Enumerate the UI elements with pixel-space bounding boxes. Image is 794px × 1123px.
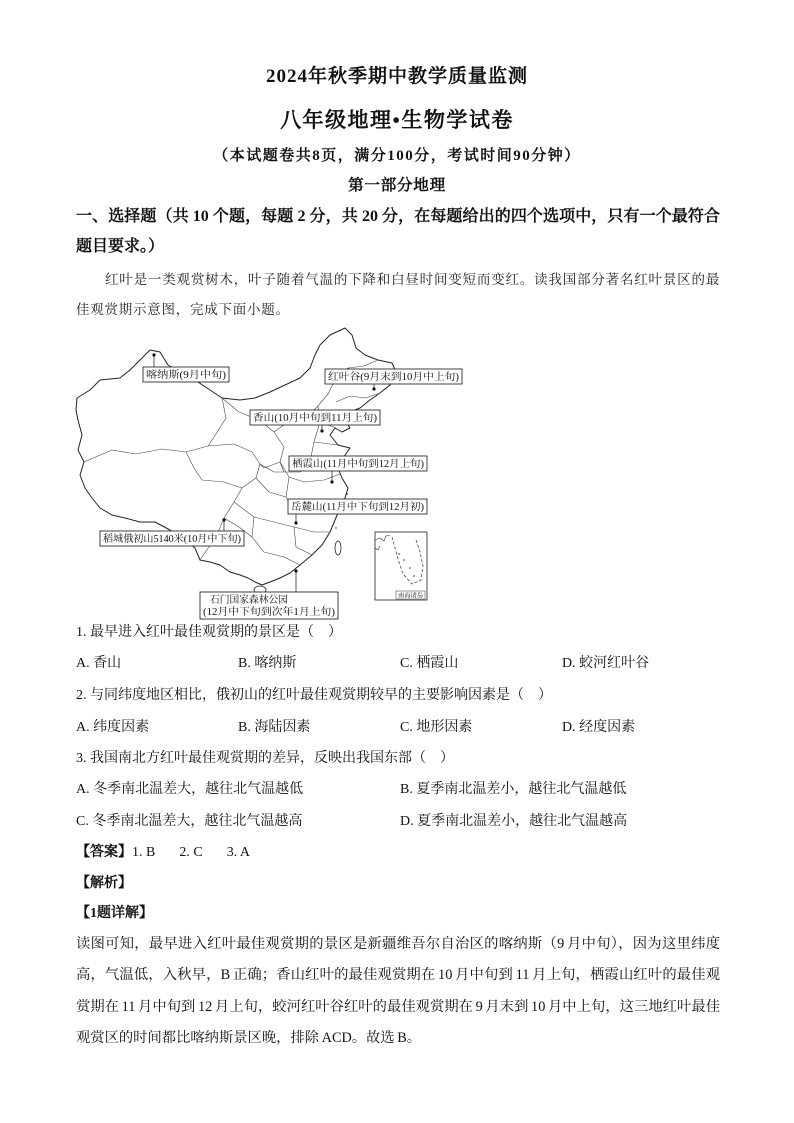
- island-dot: [398, 553, 400, 555]
- taiwan-island: [335, 541, 341, 555]
- option-a: A. 香山: [76, 656, 122, 671]
- answer-line: [76, 840, 720, 866]
- detail-label: 【1题详解】: [76, 906, 153, 921]
- label-text-qixiashan: 栖霞山(11月中旬到12月上旬): [292, 459, 419, 470]
- label-text-shimen-name: 石门国家森林公园: [210, 595, 290, 606]
- option-c: C. 冬季南北温差大，越往北气温越高: [76, 814, 303, 829]
- label-shimen: [200, 592, 338, 619]
- option-b: B. 夏季南北温差小，越往北气温越低: [400, 782, 627, 797]
- question-3-options-row-2: [76, 809, 720, 835]
- location-kanas: [152, 353, 155, 356]
- question-2-options: [76, 715, 720, 741]
- question-1-stem: 1. 最早进入红叶最佳观赏期的景区是（ ）: [76, 625, 342, 640]
- question-2-stem: 2. 与同纬度地区相比，俄初山的红叶最佳观赏期较早的主要影响因素是（ ）: [76, 688, 552, 703]
- exam-note: （本试题卷共8页，满分100分，考试时间90分钟）: [213, 148, 581, 164]
- label-kanas: [143, 367, 229, 382]
- exam-title: 2024年秋季期中教学质量监测: [265, 66, 528, 87]
- question-3-stem: 3. 我国南北方红叶最佳观赏期的差异，反映出我国东部（ ）: [76, 751, 454, 766]
- island-dot: [346, 493, 348, 495]
- south-china-sea-inset: [375, 532, 427, 600]
- exam-subtitle: 八年级地理•生物学试卷: [280, 108, 514, 132]
- question-3-options-row-1: [76, 777, 720, 803]
- location-qixiashan: [330, 480, 333, 483]
- answer-item-3: 3. A: [226, 845, 251, 860]
- label-yuelushan: [288, 499, 427, 514]
- label-text-hongyegu: 红叶谷(9月末到10月中上旬): [328, 372, 450, 383]
- label-text-echushan: 稻城俄初山5140米(10月中下旬): [103, 534, 240, 545]
- label-echushan: [100, 531, 244, 546]
- part-title: 第一部分地理: [348, 177, 446, 194]
- location-yuelushan: [294, 521, 297, 524]
- answer-item-1: 1. B: [132, 845, 156, 860]
- location-hongyegu: [372, 387, 375, 390]
- island-dot: [403, 559, 405, 561]
- option-d: D. 经度因素: [562, 720, 636, 735]
- analysis-label: 【解析】: [76, 876, 132, 891]
- option-c: C. 栖霞山: [400, 656, 459, 671]
- option-a: A. 纬度因素: [76, 720, 150, 735]
- label-hongyegu: [325, 369, 462, 384]
- answer-item-2: 2. C: [179, 845, 203, 860]
- label-text-xiangshan: 香山(10月中旬到11月上旬): [253, 413, 370, 424]
- label-text-yuelushan: 岳麓山(11月中下旬到12月初): [291, 502, 418, 513]
- island-dot: [409, 567, 411, 569]
- label-xiangshan: [250, 410, 380, 425]
- option-d: D. 夏季南北温差小，越往北气温越高: [400, 814, 628, 829]
- inset-frame: [375, 532, 427, 600]
- section-intro: 红叶是一类观赏树木，叶子随着气温的下降和白昼时间变短而变红。读我国部分著名红叶景区的最佳观赏期示意图，完成下面小题。: [76, 272, 720, 317]
- option-b: B. 喀纳斯: [238, 656, 297, 671]
- red-leaf-map: [74, 322, 466, 622]
- location-echushan: [222, 518, 225, 521]
- question-1-options: [76, 651, 720, 677]
- label-text-shimen-period: (12月中下旬到次年1月上旬): [203, 607, 325, 618]
- island-dot: [413, 575, 415, 577]
- option-b: B. 海陆因素: [238, 720, 311, 735]
- inset-label: 南海诸岛: [398, 593, 423, 600]
- location-xiangshan: [320, 429, 323, 432]
- label-qixiashan: [289, 456, 427, 471]
- option-d: D. 蛟河红叶谷: [562, 656, 650, 671]
- option-a: A. 冬季南北温差大，越往北气温越低: [76, 782, 304, 797]
- label-text-kanas: 喀纳斯(9月中旬): [146, 370, 218, 381]
- answer-label: 【答案】: [76, 845, 132, 860]
- section-heading: 一、选择题（共 10 个题，每题 2 分，共 20 分，在每题给出的四个选项中，只有一个最符合题目要求。）: [76, 208, 720, 255]
- option-c: C. 地形因素: [400, 720, 473, 735]
- detail-paragraph: 读图可知，最早进入红叶最佳观赏期的景区是新疆维吾尔自治区的喀纳斯（9 月中旬），因为这里纬度高，气温低，入秋早，B 正确；香山红叶的最佳观赏期在 10 月中旬到 11 月上旬，栖霞山红叶的最佳观赏期在 11 月中旬到 12 月上旬，蛟河红叶谷红叶的最佳观赏期在 9 月末到 10 月中上旬，这三地红叶最佳观赏区的时间都比喀纳斯景区晚，排除 ACD。故选 B。: [76, 936, 720, 1046]
- island-dot: [335, 527, 336, 528]
- location-shimen: [294, 569, 297, 572]
